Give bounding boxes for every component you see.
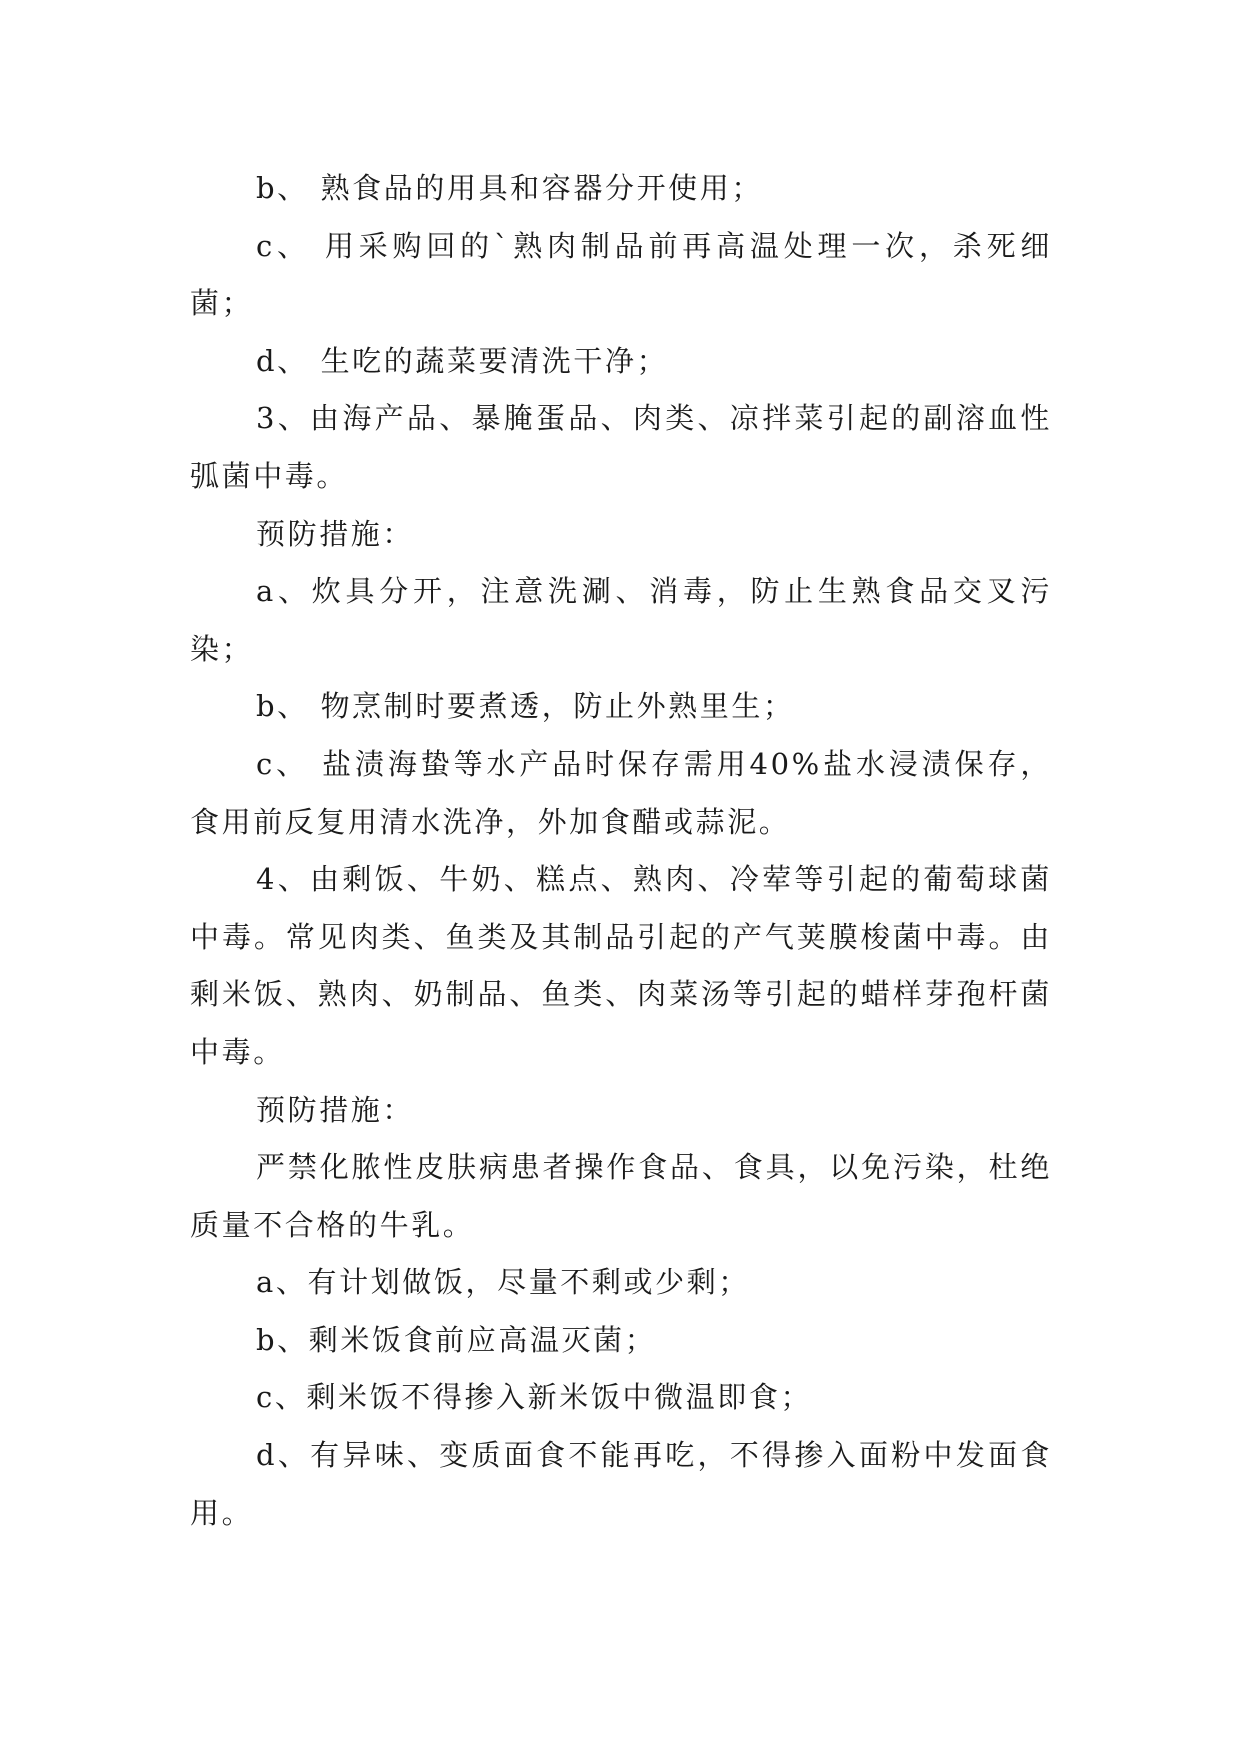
- paragraph: c、 盐渍海蛰等水产品时保存需用40%盐水浸渍保存，食用前反复用清水洗净，外加食醋或蒜泥。: [190, 746, 1052, 839]
- paragraph: c、 用采购回的`熟肉制品前再高温处理一次，杀死细菌；: [190, 228, 1052, 321]
- paragraph: d、 生吃的蔬菜要清洗干净；: [256, 343, 669, 378]
- paragraph: 预防措施：: [256, 516, 415, 551]
- paragraph: 4、由剩饭、牛奶、糕点、熟肉、冷荤等引起的葡萄球菌中毒。常见肉类、鱼类及其制品引起的产气荚膜梭菌中毒。由剩米饭、熟肉、奶制品、鱼类、肉菜汤等引起的蜡样芽孢杆菌中毒。: [190, 862, 1052, 1069]
- paragraph: d、有异味、变质面食不能再吃，不得掺入面粉中发面食用。: [190, 1438, 1052, 1530]
- paragraph: 预防措施：: [256, 1092, 415, 1127]
- paragraph: a、炊具分开，注意洗涮、消毒，防止生熟食品交叉污染；: [190, 574, 1052, 666]
- paragraph: 3、由海产品、暴腌蛋品、肉类、凉拌菜引起的副溶血性弧菌中毒。: [190, 401, 1052, 493]
- paragraph: c、剩米饭不得掺入新米饭中微温即食；: [256, 1380, 813, 1415]
- paragraph: b、 物烹制时要煮透，防止外熟里生；: [256, 689, 795, 724]
- paragraph: b、剩米饭食前应高温灭菌；: [256, 1322, 657, 1357]
- paragraph: a、有计划做饭，尽量不剩或少剩；: [256, 1265, 750, 1300]
- document-body: [190, 160, 1052, 1542]
- paragraph: b、 熟食品的用具和容器分开使用；: [256, 171, 763, 205]
- paragraph: 严禁化脓性皮肤病患者操作食品、食具，以免污染，杜绝质量不合格的牛乳。: [190, 1150, 1052, 1242]
